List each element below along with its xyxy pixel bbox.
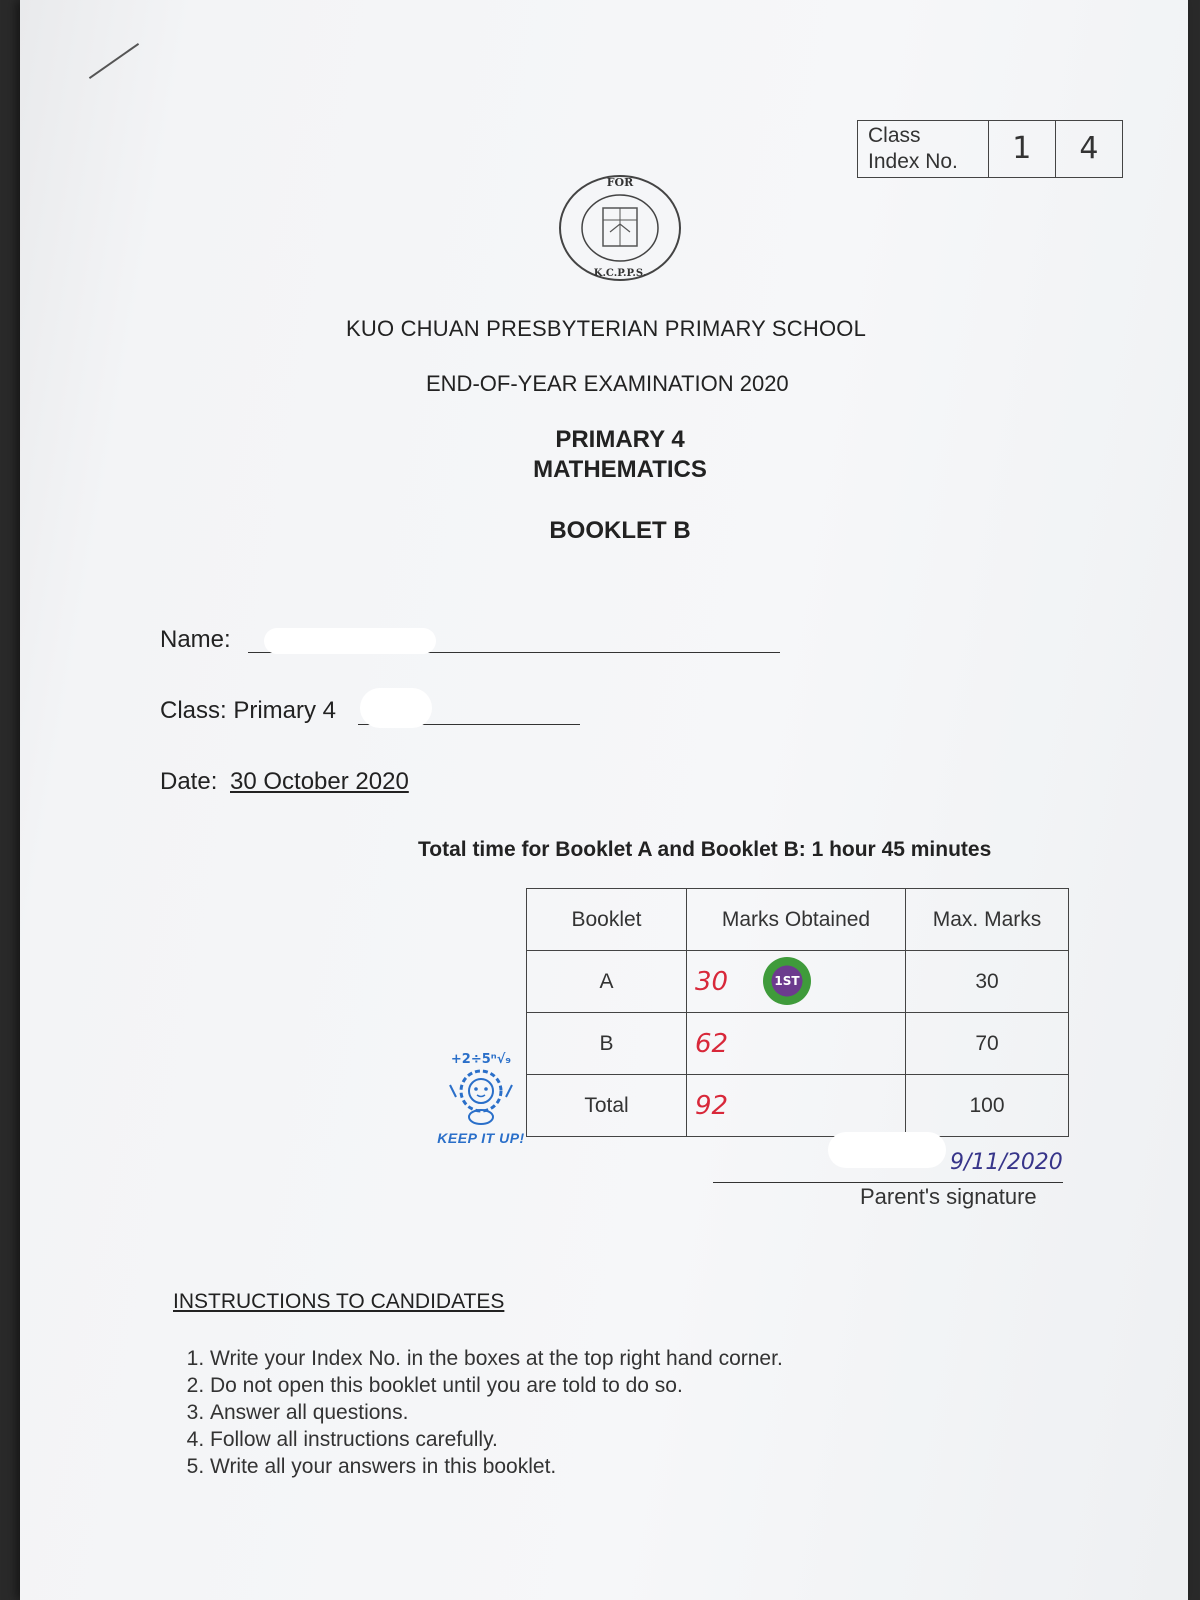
index-label-line1: Class — [868, 124, 921, 147]
row-booklet: A — [527, 951, 687, 1013]
instructions-list — [188, 1345, 783, 1480]
row-obtained-cell — [687, 1013, 906, 1075]
row-max: 100 — [906, 1075, 1069, 1137]
signature-redaction — [828, 1132, 946, 1168]
row-obtained: 92 — [695, 1090, 729, 1121]
list-item: 1. Write your Index No. in the boxes at the top right hand corner. — [210, 1345, 783, 1372]
row-obtained-cell — [687, 951, 906, 1013]
row-obtained-cell — [687, 1075, 906, 1137]
index-digit-2: 4 — [1079, 131, 1099, 166]
signature-date: 9/11/2020 — [950, 1150, 1063, 1175]
first-place-sticker — [763, 957, 811, 1005]
row-booklet: Total — [527, 1075, 687, 1137]
booklet-title: BOOKLET B — [549, 517, 691, 544]
index-digit-1: 1 — [989, 121, 1056, 177]
index-label-line2: Index No. — [868, 150, 958, 173]
signature-line — [713, 1182, 1063, 1183]
stamp-text: KEEP IT UP! — [437, 1130, 525, 1146]
exam-cover-page — [20, 0, 1188, 1600]
school-crest-logo — [555, 172, 685, 284]
signature-label: Parent's signature — [860, 1184, 1037, 1209]
list-item: 2. Do not open this booklet until you are told to do so. — [210, 1372, 783, 1399]
row-max: 70 — [906, 1013, 1069, 1075]
table-header-row — [527, 889, 1069, 951]
class-label: Class: Primary 4 — [160, 697, 337, 724]
keep-it-up-stamp — [426, 1052, 536, 1146]
subject-title: MATHEMATICS — [533, 456, 707, 483]
stamp-symbols: +2÷5ⁿ√₉ — [450, 1052, 512, 1067]
class-index-box — [857, 120, 1123, 178]
instructions-title: INSTRUCTIONS TO CANDIDATES — [173, 1290, 505, 1313]
row-obtained: 62 — [695, 1028, 729, 1059]
marks-table — [526, 888, 1069, 1137]
list-item: 4. Follow all instructions carefully. — [210, 1426, 783, 1453]
class-redaction — [360, 688, 432, 728]
list-item: 5. Write all your answers in this booklet. — [210, 1453, 783, 1480]
row-booklet: B — [527, 1013, 687, 1075]
list-item: 3. Answer all questions. — [210, 1399, 783, 1426]
name-redaction — [264, 628, 436, 654]
date-label: Date: — [160, 768, 218, 795]
svg-text:FOR: FOR — [606, 176, 634, 189]
header-max-marks: Max. Marks — [906, 889, 1069, 951]
school-name: KUO CHUAN PRESBYTERIAN PRIMARY SCHOOL — [346, 316, 867, 341]
total-time-note: Total time for Booklet A and Booklet B: 1 hour 45 minutes — [418, 838, 992, 861]
table-row — [527, 1013, 1069, 1075]
date-value: 30 October 2020 — [230, 768, 409, 795]
row-max: 30 — [906, 951, 1069, 1013]
lion-icon — [446, 1067, 516, 1125]
exam-title: END-OF-YEAR EXAMINATION 2020 — [426, 371, 789, 396]
header-marks-obtained: Marks Obtained — [687, 889, 906, 951]
row-obtained: 30 — [695, 966, 729, 997]
sticker-label: 1ST — [774, 974, 800, 988]
svg-text:K.C.P.P.S.: K.C.P.P.S. — [593, 268, 647, 279]
level-title: PRIMARY 4 — [555, 426, 685, 453]
table-row — [527, 951, 1069, 1013]
table-row — [527, 1075, 1069, 1137]
stray-pen-mark — [89, 43, 139, 79]
header-booklet: Booklet — [527, 889, 687, 951]
name-label: Name: — [160, 626, 231, 653]
index-label — [858, 121, 989, 177]
